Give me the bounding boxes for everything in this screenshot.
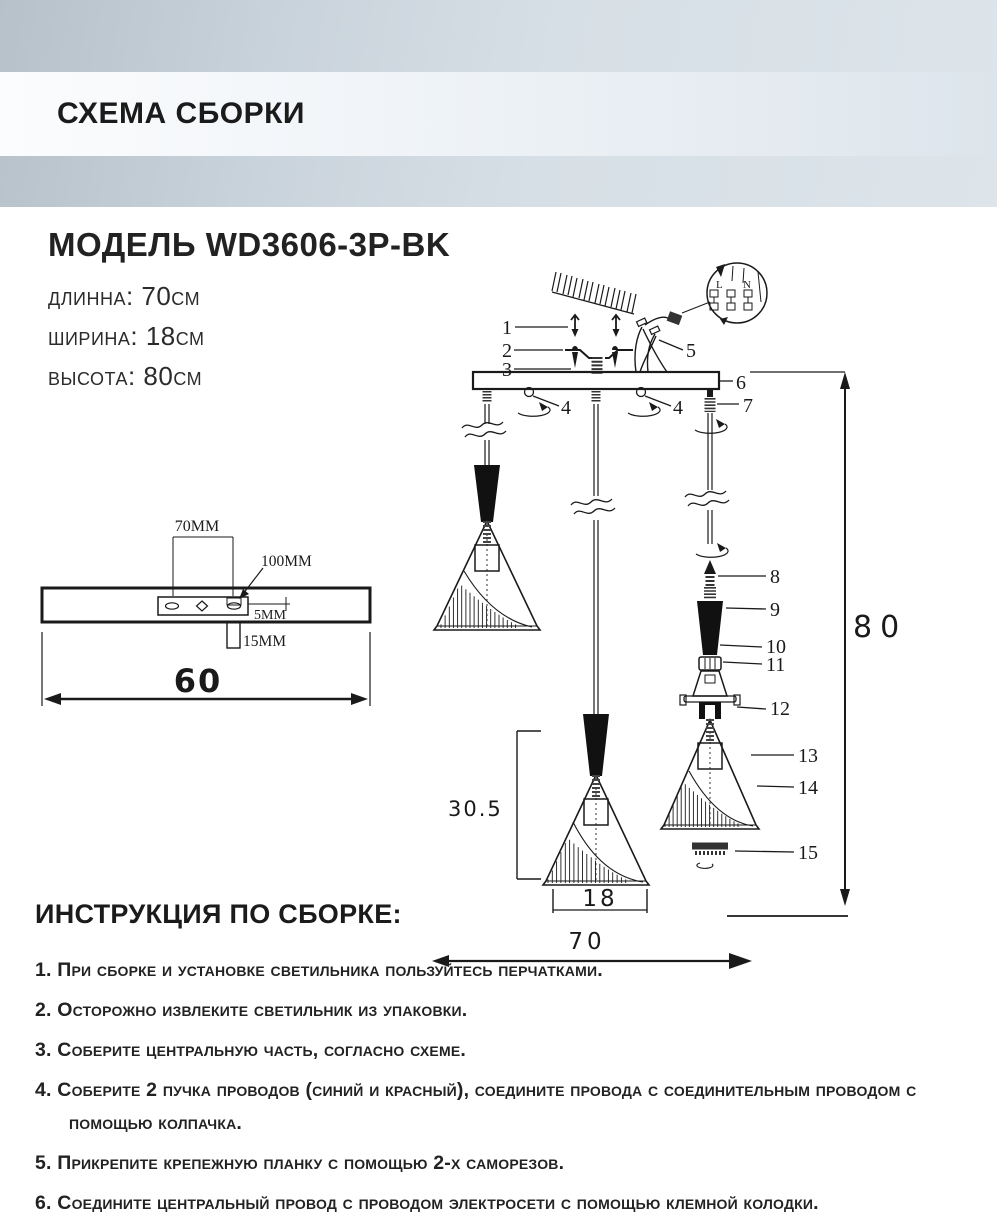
- pendant-right-exploded: [661, 560, 759, 868]
- page-title: СХЕМА СБОРКИ: [57, 97, 305, 130]
- dim-offset15: 15MM: [243, 633, 287, 650]
- instruction-step-2: 2. Осторожно извлеките светильник из упаковки.: [35, 999, 468, 1021]
- cone-grip: [474, 465, 500, 522]
- canopy-dimension-module: [42, 518, 370, 706]
- model-height: высота: 80см: [48, 361, 203, 391]
- rotate-icon: [628, 402, 660, 416]
- rotate-icon: [696, 543, 728, 557]
- dim-shade-height: [448, 731, 541, 879]
- instruction-step-5: 5. Прикрепите крепежную планку с помощью 2-х саморезов.: [35, 1152, 565, 1174]
- part-label-3: 3: [502, 359, 512, 381]
- bulb-box: [698, 743, 722, 769]
- terminal-live-label: L: [716, 279, 723, 291]
- dim-fixture-width-label: 70: [568, 929, 606, 955]
- cord-grip-part7: [707, 389, 713, 412]
- pendant-middle: [543, 714, 649, 885]
- dim-height-80: [727, 372, 907, 916]
- ceiling-hatch: [552, 272, 636, 314]
- model-width: ширина: 18см: [48, 321, 205, 351]
- adjuster-markers: [525, 388, 672, 407]
- part-label-9: 9: [770, 599, 780, 621]
- bulb-box: [475, 545, 499, 571]
- part-label-7: 7: [743, 395, 753, 417]
- dim-shade-height-label: 30.5: [448, 797, 503, 821]
- pendant-left: [434, 465, 540, 630]
- assembly-instructions: [35, 899, 987, 1227]
- suspension-cords: [462, 404, 729, 715]
- instruction-step-6: 6. Соедините центральный провод с проводом электросети с помощью клемной колодки.: [35, 1192, 819, 1214]
- dim-offset5: 5MM: [254, 608, 286, 623]
- terminal-neutral-label: N: [743, 279, 751, 291]
- part-label-10: 10: [766, 636, 786, 658]
- rotate-icon: [695, 419, 727, 433]
- instruction-step-4: 4. Соберите 2 пучка проводов (синий и красный), соедините провода с соединительным проводом с помощью колпачка.: [35, 1079, 917, 1134]
- part-label-5: 5: [686, 340, 696, 362]
- part-label-13: 13: [798, 745, 818, 767]
- dim-fixture-height: 80: [853, 610, 908, 645]
- part-label-6: 6: [736, 372, 746, 394]
- bulb-box: [584, 799, 608, 825]
- wire-connector: [667, 311, 683, 325]
- part-label-15: 15: [798, 842, 818, 864]
- cord-grips: [487, 391, 596, 402]
- part-label-4b: 4: [673, 397, 683, 419]
- model-length: длинна: 70см: [48, 281, 201, 311]
- part-label-2: 2: [502, 340, 512, 362]
- terminal-block-inset: [707, 263, 767, 325]
- dim-canopy-length: 60: [173, 662, 223, 700]
- part-labels: [502, 317, 818, 864]
- part-label-8: 8: [770, 566, 780, 588]
- dim-shade-width-label: 18: [582, 886, 618, 912]
- part-label-4a: 4: [561, 397, 571, 419]
- dim-hole: 100MM: [261, 553, 312, 570]
- dim-bracket-span: 70MM: [174, 518, 220, 535]
- instruction-step-1: 1. При сборке и установке светильника пользуйтесь перчатками.: [35, 959, 603, 981]
- instructions-title: ИНСТРУКЦИЯ ПО СБОРКЕ:: [35, 899, 402, 929]
- part-label-1: 1: [502, 317, 512, 339]
- cone-grip: [583, 714, 609, 776]
- supply-wires: [635, 302, 710, 372]
- part-label-12: 12: [770, 698, 790, 720]
- mounting-screws-top: [571, 315, 620, 337]
- rotate-icon: [518, 402, 550, 416]
- bracket-center-hole: [197, 601, 208, 611]
- part-label-14: 14: [798, 777, 818, 799]
- model-name: МОДЕЛЬ WD3606-3P-BK: [48, 226, 451, 263]
- cone-grip: [697, 601, 723, 655]
- instruction-step-3: 3. Соберите центральную часть, согласно схеме.: [35, 1039, 466, 1061]
- part-label-11: 11: [766, 654, 786, 676]
